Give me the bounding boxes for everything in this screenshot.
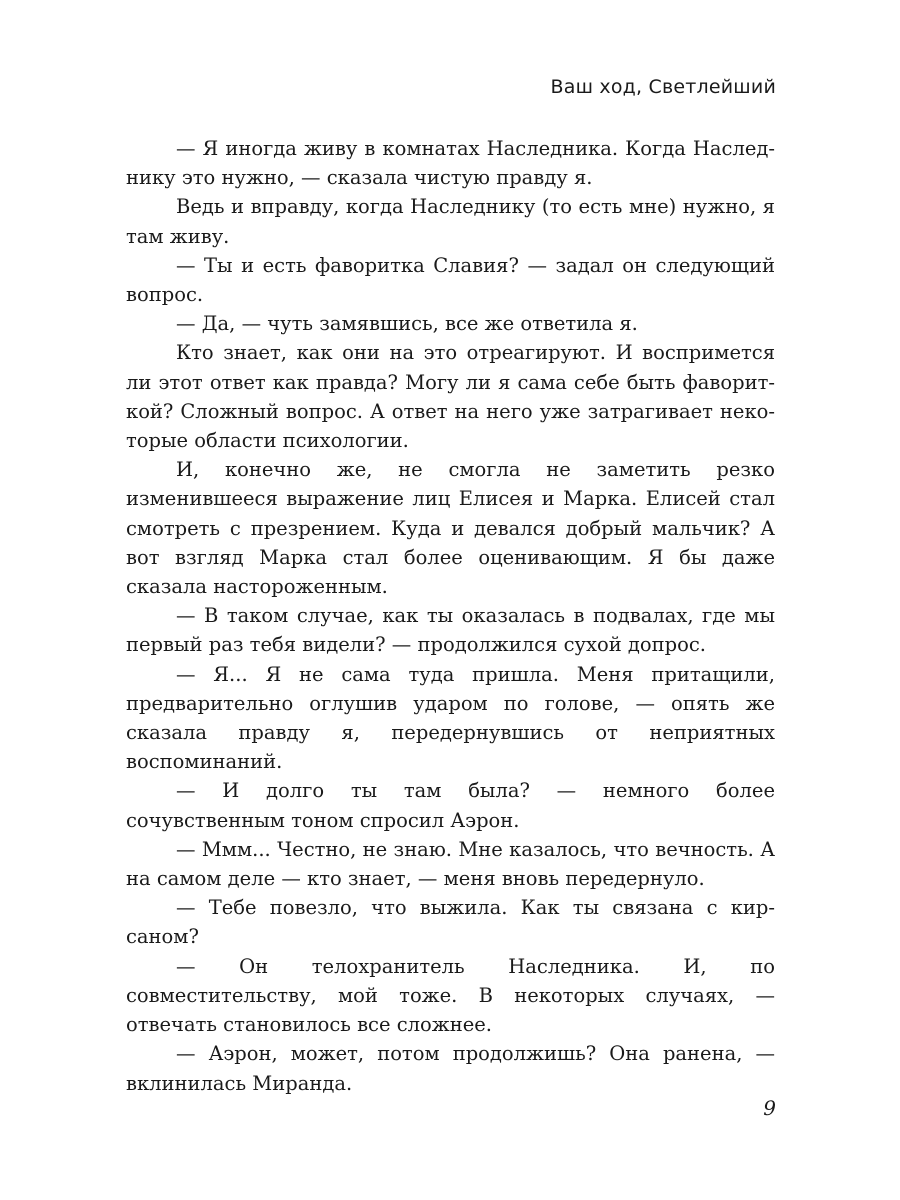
paragraph: — Ты и есть фаворитка Славия? — задал он следующий вопрос. xyxy=(126,253,775,307)
paragraph: — Ммм... Честно, не знаю. Мне казалось, что вечность. А на самом деле — кто знает, — меня вновь передернуло. xyxy=(126,837,775,891)
page-number: 9 xyxy=(763,1096,776,1120)
paragraph: — Аэрон, может, потом продолжишь? Она ранена, — вклинилась Миранда. xyxy=(126,1042,775,1095)
paragraph: — Я... Я не сама туда пришла. Меня притащили, предварительно оглушив ударом по голове, — опять же сказала правду я, передернувшись от неприятных воспоминаний. xyxy=(126,662,775,774)
paragraph: — Тебе повезло, что выжила. Как ты связана с кирсаном? xyxy=(126,896,775,949)
paragraph: — Да, — чуть замявшись, все же ответила я. xyxy=(176,312,638,336)
paragraph: — Я иногда живу в комнатах Наследника. Когда Наследнику это нужно, — сказала чистую правду я. xyxy=(126,137,775,190)
paragraph: Ведь и вправду, когда Наследнику (то есть мне) нужно, я там живу. xyxy=(126,195,775,248)
paragraph: — Он телохранитель Наследника. И, по совместительству, мой тоже. В некоторых случаях, — отвечать становилось все сложнее. xyxy=(126,954,775,1037)
paragraph: Кто знает, как они на это отреагируют. И воспримется ли этот ответ как правда? Могу ли я сама себе быть фавориткой? Сложный вопрос. А ответ на него уже затрагивает некоторые области психологии. xyxy=(126,341,775,453)
running-head: Ваш ход, Светлейший xyxy=(550,76,776,98)
paragraph: — В таком случае, как ты оказалась в подвалах, где мы первый раз тебя видели? — продолжился сухой допрос. xyxy=(126,604,775,657)
body-text xyxy=(126,134,775,1098)
paragraph: И, конечно же, не смогла не заметить резко изменившееся выражение лиц Елисея и Марка. Елисей стал смотреть с презрением. Куда и девался добрый мальчик? А вот взгляд Марка стал более оценивающим. Я бы даже сказала настороженным. xyxy=(126,458,775,599)
paragraph: — И долго ты там была? — немного более сочувственным тоном спросил Аэрон. xyxy=(126,779,775,832)
